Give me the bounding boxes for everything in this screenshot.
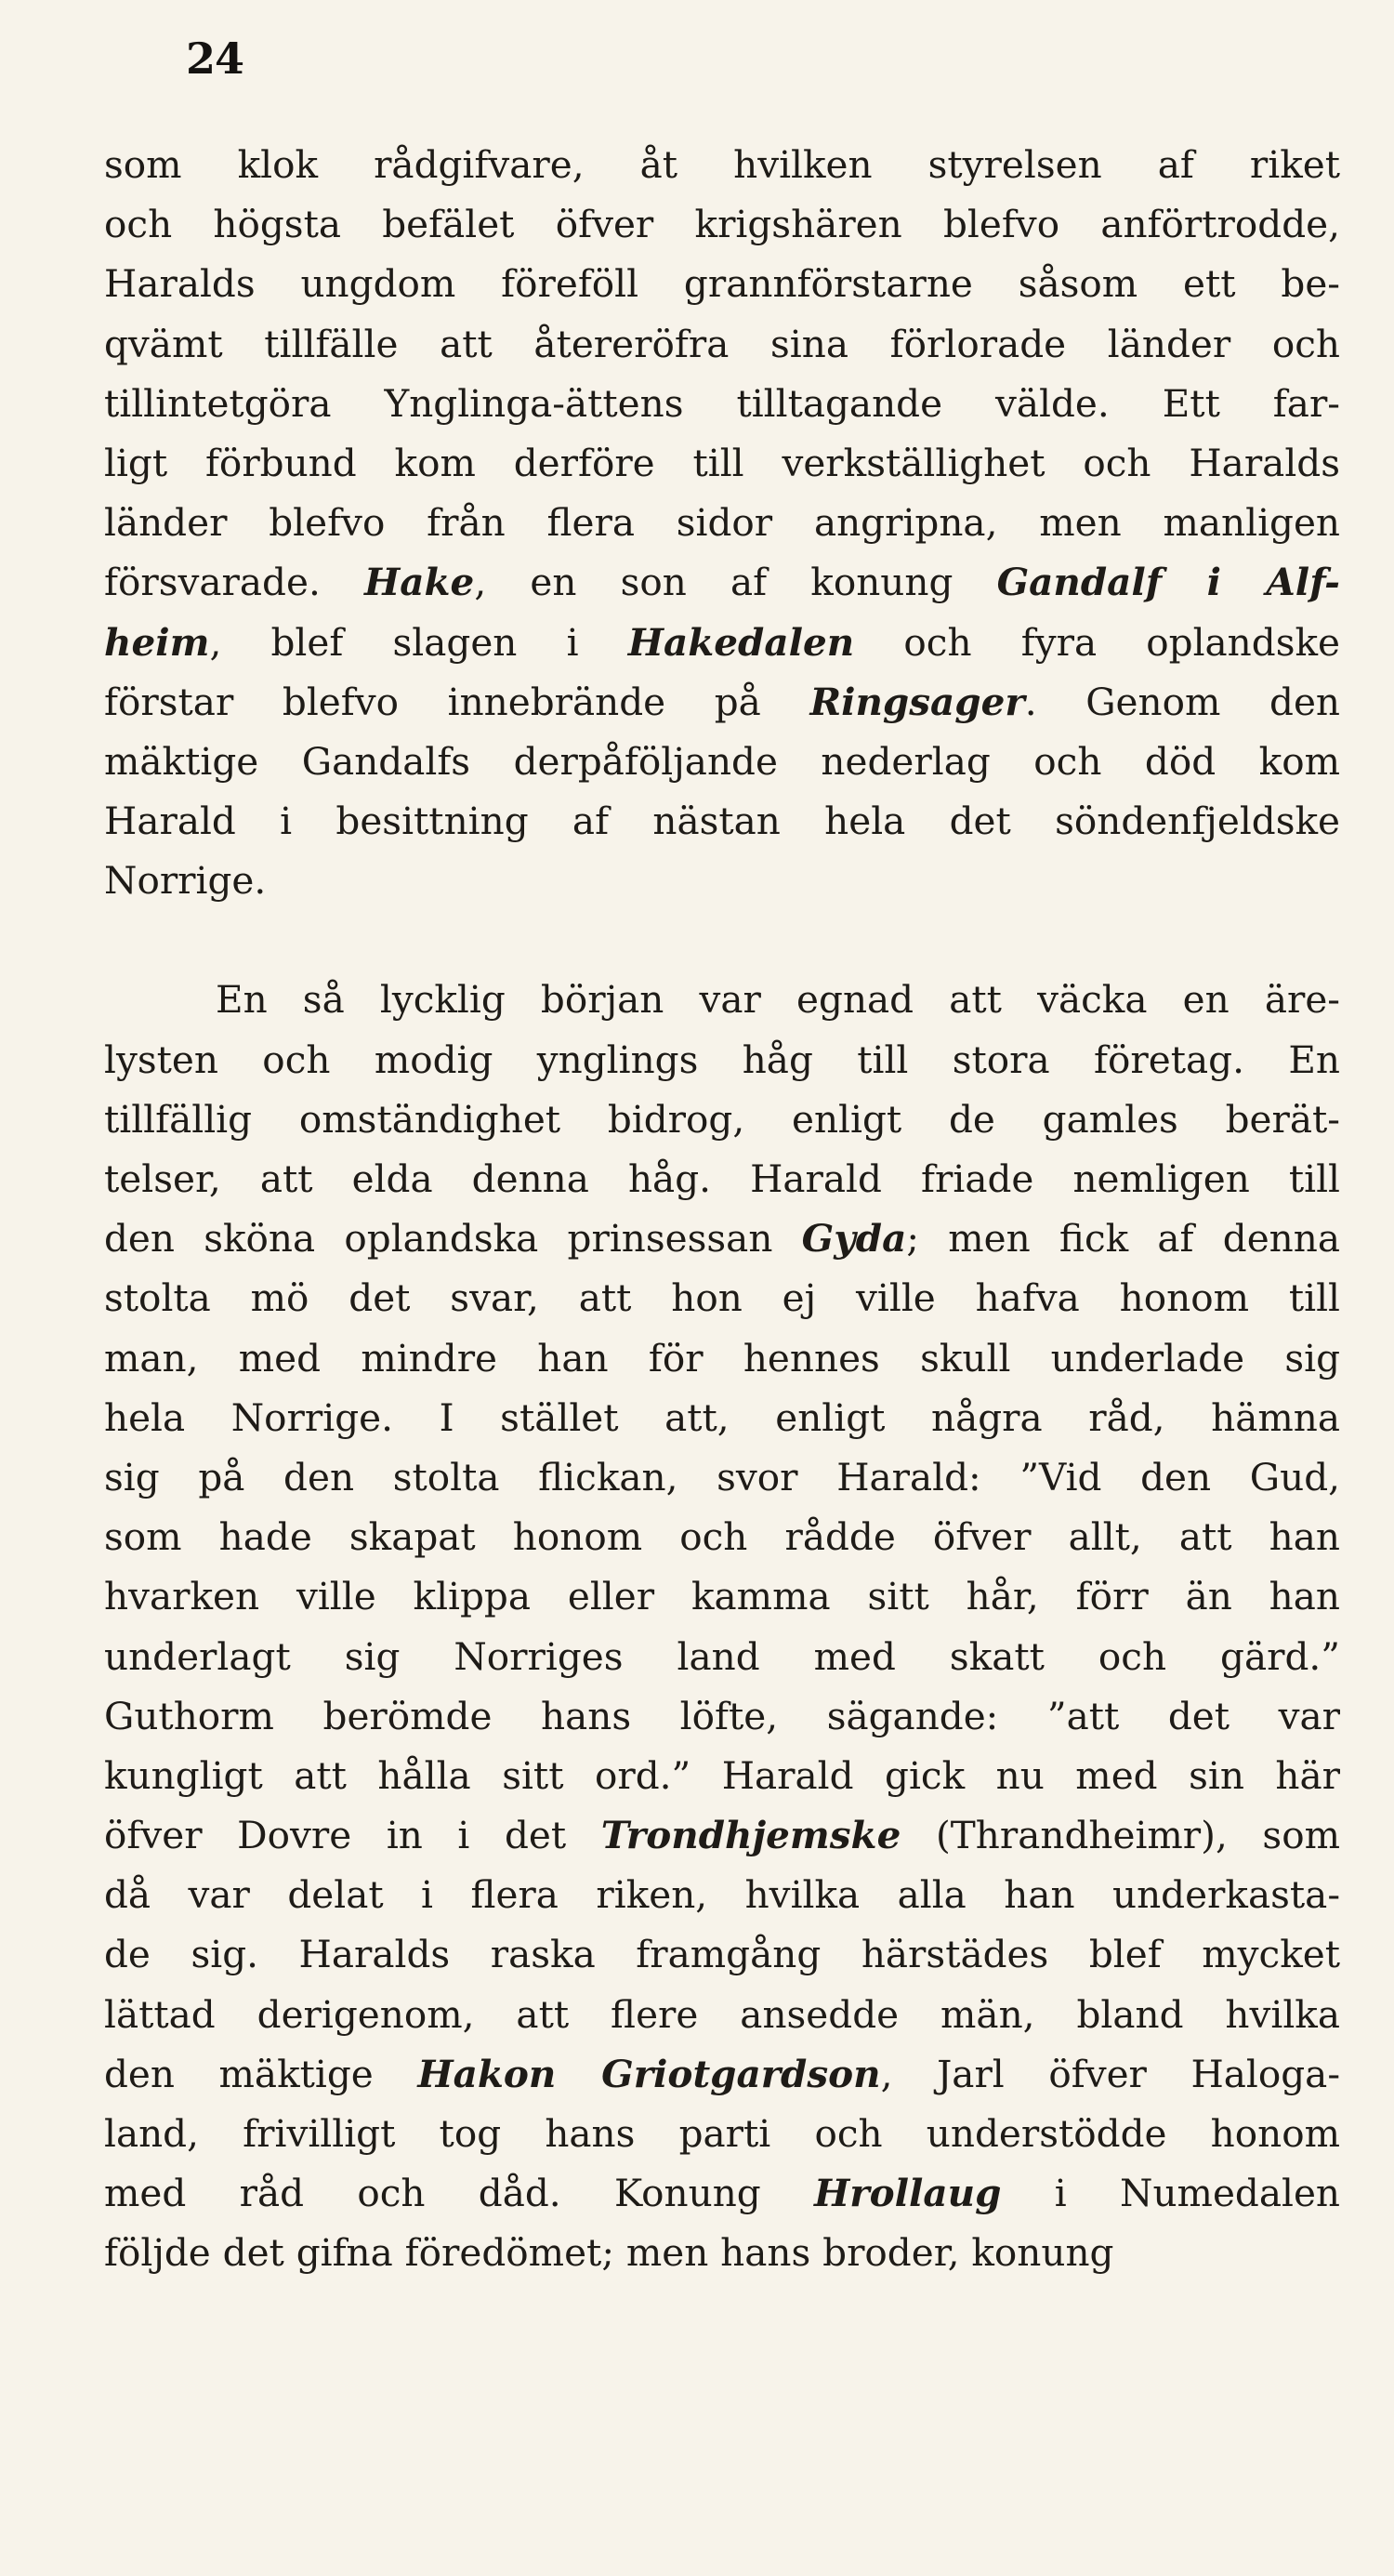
emphasized-name: Trondhjemske [600, 1813, 901, 1858]
text-line: qvämt tillfälle att återeröfra sina förlorade länder och [104, 321, 1340, 366]
emphasized-name: Ringsager [809, 679, 1025, 724]
text-line: land, frivilligt tog hans parti och understödde honom [104, 2111, 1340, 2156]
paragraph [104, 135, 1340, 910]
text-line: tillintetgöra Ynglinga-ättens tilltagande välde. Ett far- [104, 380, 1340, 426]
text-line: lysten och modig ynglings håg till stora företag. En [104, 1037, 1340, 1082]
text-line [104, 1209, 1340, 1268]
text-line [104, 672, 1340, 732]
text-run: försvarade. [104, 560, 364, 605]
text-line [104, 1805, 1340, 1865]
text-run: den mäktige [104, 2051, 418, 2096]
text-line [104, 2163, 1340, 2223]
text-line: man, med mindre han för hennes skull underlade sig [104, 1335, 1340, 1380]
text-line: ligt förbund kom derföre till verkställighet och Haralds [104, 440, 1340, 485]
text-line: mäktige Gandalfs derpåföljande nederlag och död kom [104, 738, 1340, 784]
emphasized-name: heim [104, 619, 210, 665]
text-line: underlagt sig Norriges land med skatt och gärd.” [104, 1633, 1340, 1679]
text-run: . Genom den [1024, 679, 1340, 724]
text-line: hvarken ville klippa eller kamma sitt hår, förr än han [104, 1574, 1340, 1619]
text-line: Haralds ungdom föreföll grannförstarne såsom ett be- [104, 261, 1340, 307]
text-line: länder blefvo från flera sidor angripna, men manligen [104, 500, 1340, 546]
emphasized-name: Hake [363, 560, 475, 605]
text-run: , Jarl öfver Haloga- [880, 2051, 1340, 2096]
text-line: kungligt att hålla sitt ord.” Harald gick nu med sin här [104, 1752, 1340, 1798]
text-line: stolta mö det svar, att hon ej ville hafva honom till [104, 1275, 1340, 1321]
text-run: förstar blefvo innebrände på [104, 679, 810, 724]
text-line: Norrige. [104, 858, 267, 904]
text-line: telser, att elda denna håg. Harald friade nemligen till [104, 1156, 1340, 1201]
text-run: (Thrandheimr), som [901, 1813, 1340, 1858]
text-line: och högsta befälet öfver krigshären blefvo anförtrodde, [104, 202, 1340, 247]
emphasized-name: Gyda [801, 1216, 907, 1262]
page-number: 24 [186, 33, 244, 84]
text-line: då var delat i flera riken, hvilka alla han underkasta- [104, 1872, 1340, 1918]
text-line [104, 613, 1340, 672]
text-line: tillfällig omständighet bidrog, enligt de gamles berät- [104, 1096, 1340, 1142]
text-run: öfver Dovre in i det [104, 1813, 601, 1858]
text-line [104, 2044, 1340, 2104]
text-line: som klok rådgifvare, åt hvilken styrelsen af riket [104, 142, 1340, 187]
text-line: hela Norrige. I stället att, enligt några råd, hämna [104, 1394, 1340, 1440]
paragraph [104, 970, 1340, 2282]
text-run: i Numedalen [1001, 2171, 1340, 2216]
emphasized-name: Gandalf i Alf- [996, 560, 1340, 605]
text-line [104, 552, 1340, 612]
text-line: Harald i besittning af nästan hela det söndenfjeldske [104, 799, 1340, 844]
text-run: den sköna oplandska prinsessan [104, 1216, 802, 1262]
text-line: de sig. Haralds raska framgång härstädes blef mycket [104, 1932, 1340, 1977]
emphasized-name: Hrollaug [814, 2171, 1002, 2216]
text-run: med råd och dåd. Konung [104, 2171, 815, 2216]
text-line: Guthorm berömde hans löfte, sägande: ”att det var [104, 1693, 1340, 1738]
emphasized-name: Hakedalen [627, 619, 855, 665]
emphasized-name: Hakon Griotgardson [417, 2051, 881, 2096]
text-line: lättad derigenom, att flere ansedde män, bland hvilka [104, 1991, 1340, 2037]
text-line: En så lycklig början var egnad att väcka en äre- [216, 977, 1340, 1023]
text-run: ; men fick af denna [906, 1216, 1340, 1262]
text-line: som hade skapat honom och rådde öfver allt, att han [104, 1514, 1340, 1560]
text-run: och fyra oplandske [854, 619, 1340, 665]
paragraph-gap [104, 910, 1340, 970]
text-run: , en son af konung [474, 560, 997, 605]
text-line: följde det gifna föredömet; men hans broder, konung [104, 2230, 1114, 2276]
body-text [104, 135, 1340, 2283]
text-line: sig på den stolta flickan, svor Harald: ”Vid den Gud, [104, 1454, 1340, 1499]
text-run: , blef slagen i [209, 619, 628, 665]
